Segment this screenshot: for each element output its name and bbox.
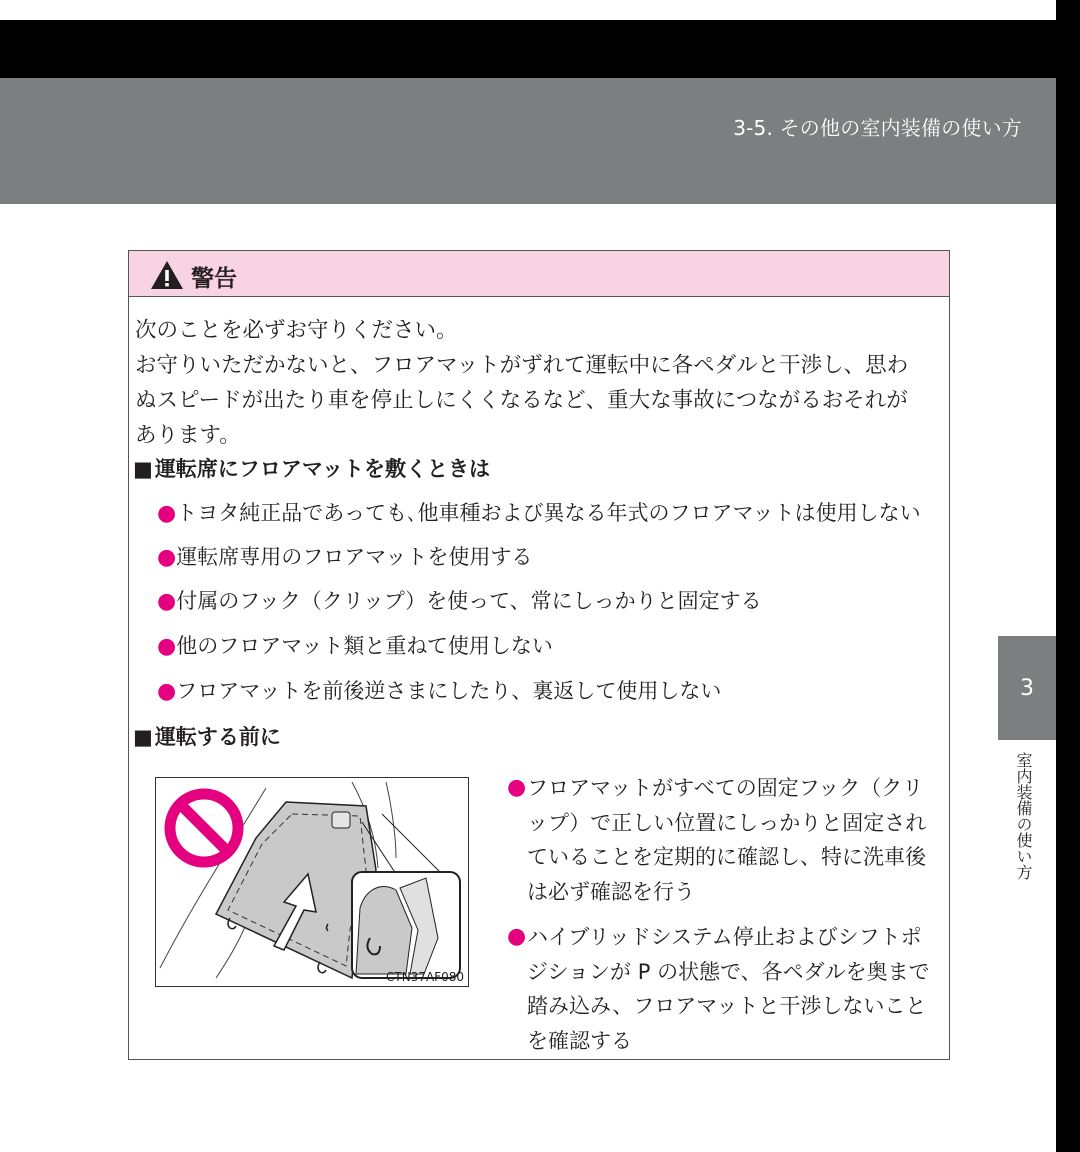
bullet-item <box>507 771 937 909</box>
warning-header <box>129 251 949 297</box>
figure-code: CTN37AF080 <box>386 970 464 984</box>
warning-triangle-icon <box>149 259 185 291</box>
bullet-dot: ● <box>157 634 177 659</box>
chapter-number: 3 <box>1020 675 1034 701</box>
section-heading-before-driving <box>133 721 281 751</box>
bullet-text: ハイブリッドシステム停止およびシフトポジションが P の状態で、各ペダルを奥まで踏み込み、フロアマットと干渉しないことを確認する <box>527 925 930 1053</box>
warning-box <box>128 250 950 1060</box>
floor-mat-illustration <box>155 777 469 987</box>
section-marker: ■ <box>133 457 153 481</box>
chapter-side-tab <box>998 636 1056 740</box>
section-title: 運転する前に <box>154 725 281 749</box>
chapter-header-title: 3-5. その他の室内装備の使い方 <box>733 116 1022 140</box>
bullet-text: 付属のフック（クリップ）を使って、常にしっかりと固定する <box>176 589 762 613</box>
bullet-text: フロアマットを前後逆さまにしたり、裏返して使用しない <box>176 679 722 703</box>
bullet-dot: ● <box>157 679 177 704</box>
section-title: 運転席にフロアマットを敷くときは <box>154 457 491 481</box>
bullet-text: 運転席専用のフロアマットを使用する <box>176 545 533 569</box>
bullet-text: トヨタ純正品であっても､他車種および異なる年式のフロアマットは使用しない <box>176 501 921 525</box>
bullet-dot: ● <box>507 775 527 800</box>
intro-line: あります。 <box>135 423 241 448</box>
bullet-dot: ● <box>157 501 177 526</box>
bullet-item <box>157 497 921 527</box>
intro-line: 次のことを必ずお守りください。 <box>135 318 458 343</box>
bullet-item <box>157 585 762 615</box>
warning-intro <box>135 313 947 453</box>
bullet-dot: ● <box>157 545 177 570</box>
top-black-band <box>0 20 1056 78</box>
bullet-item <box>157 675 721 705</box>
bullet-dot: ● <box>157 589 177 614</box>
section-marker: ■ <box>133 725 153 749</box>
bullet-text: 他のフロアマット類と重ねて使用しない <box>176 634 553 658</box>
floor-mat-drawing <box>156 778 468 986</box>
bullet-dot: ● <box>507 924 527 949</box>
bullet-text: フロアマットがすべての固定フック（クリップ）で正しい位置にしっかりと固定されていることを定期的に確認し、特に洗車後は必ず確認を行う <box>527 776 927 904</box>
before-driving-list <box>507 771 937 1058</box>
section-heading-floor-mat <box>133 453 490 483</box>
bullet-item <box>157 541 532 571</box>
bullet-item <box>157 630 553 660</box>
intro-line: お守りいただかないと、フロアマットがずれて運転中に各ペダルと干渉し、思わ <box>135 353 909 378</box>
page-top-margin <box>0 0 1056 20</box>
chapter-header-band <box>0 78 1056 204</box>
chapter-side-label: 室内装備の使い方 <box>1014 752 1033 880</box>
bullet-item <box>507 920 937 1058</box>
intro-line: ぬスピードが出たり車を停止しにくくなるなど、重大な事故につながるおそれが <box>135 388 908 413</box>
warning-title: 警告 <box>191 266 237 292</box>
